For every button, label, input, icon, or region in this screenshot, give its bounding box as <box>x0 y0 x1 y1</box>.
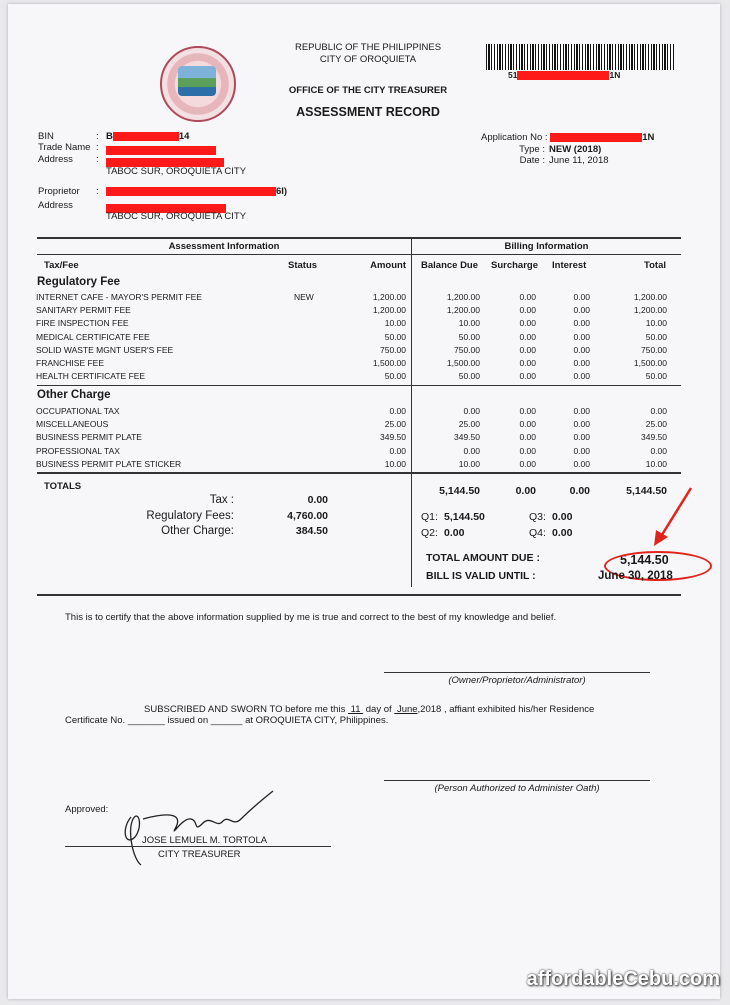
cell-amount: 1,200.00 <box>372 305 406 316</box>
cell-balance: 349.50 <box>454 432 480 443</box>
cell-amount: 25.00 <box>384 419 406 430</box>
q4-label: Q4: <box>529 527 546 539</box>
cell-balance: 1,200.00 <box>446 292 480 302</box>
application-no: Application No : 1N <box>481 132 655 143</box>
sworn-line-1: SUBSCRIBED AND SWORN TO before me this 11 day of June,2018 , affiant exhibited his/her Residence <box>144 704 595 715</box>
type-label: Type : <box>519 144 545 155</box>
cell-name: HEALTH CERTIFICATE FEE <box>36 371 146 382</box>
cell-balance: 1,200.00 <box>446 305 480 316</box>
cell-surcharge: 0.00 <box>519 331 536 342</box>
bin-value: B 14 <box>106 131 190 142</box>
cell-total: 10.00 <box>645 318 667 329</box>
proprietor-address-line: TABOC SUR, OROQUIETA CITY <box>106 211 247 222</box>
office-line: OFFICE OF THE CITY TREASURER <box>288 85 448 96</box>
cell-surcharge: 0.00 <box>519 419 536 430</box>
cell-name: SOLID WASTE MGNT USER'S FEE <box>36 344 174 355</box>
table-row <box>8 371 720 384</box>
cell-balance: 50.00 <box>458 331 480 342</box>
cell-total: 1,500.00 <box>633 358 667 368</box>
cell-amount: 10.00 <box>384 458 406 469</box>
seal-emblem <box>178 66 216 96</box>
cell-balance: 750.00 <box>454 344 480 355</box>
cell-interest: 0.00 <box>573 318 590 329</box>
valid-until-label: BILL IS VALID UNTIL : <box>426 570 536 582</box>
col-total: Total <box>644 260 666 271</box>
cell-interest: 0.00 <box>573 371 590 382</box>
tax-value: 0.00 <box>307 494 328 506</box>
cell-surcharge: 0.00 <box>519 358 536 368</box>
cell-interest: 0.00 <box>573 358 590 368</box>
cell-interest: 0.00 <box>573 331 590 342</box>
type-value: NEW (2018) <box>549 144 602 155</box>
table-row <box>8 432 720 445</box>
date-value: June 11, 2018 <box>549 155 609 166</box>
cell-amount: 0.00 <box>389 445 406 456</box>
cell-name: INTERNET CAFE - MAYOR'S PERMIT FEE <box>36 292 202 302</box>
bin-label: BIN <box>38 131 54 142</box>
cell-total: 1,200.00 <box>633 305 667 316</box>
q3-value: 0.00 <box>552 511 573 523</box>
cell-interest: 0.00 <box>573 445 590 456</box>
cell-name: BUSINESS PERMIT PLATE <box>36 432 142 443</box>
col-interest: Interest <box>552 260 587 271</box>
regulatory-fees-value: 4,760.00 <box>287 510 328 522</box>
cell-name: SANITARY PERMIT FEE <box>36 305 131 316</box>
owner-signature-line <box>384 672 650 673</box>
red-arrow-annotation <box>648 482 698 552</box>
table-row <box>8 305 720 318</box>
sworn-line-2: Certificate No. _______ issued on ______ at OROQUIETA CITY, Philippines. <box>65 715 389 726</box>
valid-until-value: June 30, 2018 <box>598 570 673 582</box>
cell-status: NEW <box>294 292 314 302</box>
q1-value: 5,144.50 <box>444 511 485 523</box>
table-row <box>8 292 720 305</box>
cell-amount: 50.00 <box>384 331 406 342</box>
table-row <box>8 459 720 472</box>
cell-total: 50.00 <box>645 331 667 342</box>
assessment-header: Assessment Information <box>168 241 280 252</box>
cell-surcharge: 0.00 <box>519 445 536 456</box>
cell-name: PROFESSIONAL TAX <box>36 445 120 456</box>
cell-total: 750.00 <box>641 344 667 355</box>
cell-amount: 1,200.00 <box>372 292 406 302</box>
q2-value: 0.00 <box>444 527 465 539</box>
table-row <box>8 446 720 459</box>
table-row <box>8 318 720 331</box>
oath-caption: (Person Authorized to Administer Oath) <box>434 783 600 794</box>
signatory-name: JOSE LEMUEL M. TORTOLA <box>142 835 268 846</box>
cell-balance: 0.00 <box>463 406 480 416</box>
date-label: Date : <box>519 155 545 166</box>
cell-surcharge: 0.00 <box>519 371 536 382</box>
other-charge-title: Other Charge <box>37 389 111 401</box>
cell-balance: 10.00 <box>458 318 480 329</box>
cell-name: BUSINESS PERMIT PLATE STICKER <box>36 458 182 469</box>
other-charge-value: 384.50 <box>295 525 328 537</box>
totals-label: TOTALS <box>44 481 82 492</box>
cell-interest: 0.00 <box>573 305 590 316</box>
col-taxfee: Tax/Fee <box>44 260 79 271</box>
cell-amount: 10.00 <box>384 318 406 329</box>
q3-label: Q3: <box>529 511 546 523</box>
cell-total: 0.00 <box>650 406 667 416</box>
republic-line: REPUBLIC OF THE PHILIPPINES <box>294 42 442 53</box>
oath-signature-line <box>384 780 650 781</box>
amount-due-label: TOTAL AMOUNT DUE : <box>426 552 540 564</box>
table-top-rule <box>37 237 681 239</box>
cell-surcharge: 0.00 <box>519 292 536 302</box>
tax-label: Tax : <box>209 494 234 506</box>
approval-line <box>65 846 331 847</box>
signatory-title: CITY TREASURER <box>158 849 241 860</box>
total-surcharge: 0.00 <box>515 485 536 497</box>
cell-name: FRANCHISE FEE <box>36 358 105 368</box>
barcode <box>486 44 674 70</box>
document-title: ASSESSMENT RECORD <box>296 105 440 119</box>
table-row <box>8 332 720 345</box>
cell-interest: 0.00 <box>573 406 590 416</box>
address-label: Address <box>38 154 73 165</box>
cell-total: 10.00 <box>645 458 667 469</box>
table-row <box>8 345 720 358</box>
city-line: CITY OF OROQUIETA <box>319 54 417 65</box>
cell-name: FIRE INSPECTION FEE <box>36 318 129 329</box>
cell-total: 349.50 <box>641 432 667 443</box>
cell-surcharge: 0.00 <box>519 344 536 355</box>
total-interest: 0.00 <box>569 485 590 497</box>
proprietor-label: Proprietor <box>38 186 80 197</box>
watermark: affordableCebu.com <box>526 968 720 990</box>
amount-due-value: 5,144.50 <box>620 553 669 567</box>
proprietor-address-label: Address <box>38 200 73 211</box>
cell-surcharge: 0.00 <box>519 305 536 316</box>
cell-balance: 50.00 <box>458 371 480 382</box>
barcode-number: 51 1N <box>508 70 621 80</box>
cell-interest: 0.00 <box>573 458 590 469</box>
certification-statement: This is to certify that the above information supplied by me is true and correct to the best of my knowledge and belief. <box>65 612 557 623</box>
cell-surcharge: 0.00 <box>519 458 536 469</box>
table-row <box>8 419 720 432</box>
proprietor-value: 6I) <box>106 186 287 197</box>
cell-amount: 349.50 <box>380 432 406 443</box>
cell-interest: 0.00 <box>573 419 590 430</box>
other-charge-label: Other Charge: <box>161 525 234 537</box>
address-line: TABOC SUR, OROQUIETA CITY <box>106 166 247 177</box>
cell-amount: 50.00 <box>384 371 406 382</box>
cell-balance: 10.00 <box>458 458 480 469</box>
regulatory-fees-label: Regulatory Fees: <box>146 510 234 522</box>
cell-surcharge: 0.00 <box>519 406 536 416</box>
approved-label: Approved: <box>65 804 109 815</box>
cell-name: OCCUPATIONAL TAX <box>36 406 120 416</box>
cell-amount: 0.00 <box>389 406 406 416</box>
cell-interest: 0.00 <box>573 292 590 302</box>
billing-header: Billing Information <box>504 241 589 252</box>
cell-total: 0.00 <box>650 445 667 456</box>
table-row <box>8 358 720 371</box>
cell-balance: 0.00 <box>463 445 480 456</box>
col-surcharge: Surcharge <box>491 260 538 271</box>
cell-amount: 750.00 <box>380 344 406 355</box>
cell-total: 25.00 <box>645 419 667 430</box>
col-balance: Balance Due <box>421 260 479 271</box>
cell-name: MISCELLANEOUS <box>36 419 109 430</box>
cell-balance: 25.00 <box>458 419 480 430</box>
trade-name-label: Trade Name <box>38 142 91 153</box>
owner-caption: (Owner/Proprietor/Administrator) <box>448 675 586 686</box>
q1-label: Q1: <box>421 511 438 523</box>
cell-name: MEDICAL CERTIFICATE FEE <box>36 331 150 342</box>
col-amount: Amount <box>370 260 406 271</box>
col-status: Status <box>288 260 318 271</box>
q4-value: 0.00 <box>552 527 573 539</box>
cell-surcharge: 0.00 <box>519 432 536 443</box>
cell-interest: 0.00 <box>573 344 590 355</box>
assessment-document: REPUBLIC OF THE PHILIPPINES CITY OF OROQUIETA OFFICE OF THE CITY TREASURER ASSESSMENT RECORD 51 1N BIN : B 14 Trade Name : Address : TABOC SUR, OROQUIETA CITY Proprietor : 6I) Address TABOC SUR, OROQUIETA CITY Application No : 1N Type : NEW (2018) Date : June 11, 2018 Assessment Information Billing Information Tax/Fee Status Amount Balance Due Surcharge Interest Total Regulatory Fee INTERNET CAFE - MAYOR'S PERMIT FEE NEW 1,200.00 1,200.00 0.00 0.00 1,200.00 SANITARY PERMIT FEE 1,200.00 1,200.00 0.00 0.00 1,200.00 FIRE INSPECTION FEE 10.00 10.00 0.00 0.00 10.00 MEDICAL CERTIFICATE FEE 50.00 50.00 0.00 0.00 50.00 SOLID WASTE MGNT USER'S FEE 750.00 750.00 0.00 0.00 750.00 FRANCHISE FEE 1,500.00 1,500.00 0.00 0.00 1,500.00 HEALTH CERTIFICATE FEE 50.00 50.00 0.00 0.00 50.00 Other Charge OCCUPATIONAL TAX 0.00 0.00 0.00 0.00 0.00 MISCELLANEOUS 25.00 25.00 0.00 0.00 25.00 BUSINESS PERMIT PLATE 349.50 349.50 0.00 0.00 349.50 PROFESSIONAL TAX 0.00 0.00 0.00 0.00 0.00 BUSINESS PERMIT PLATE STICKER 10.00 10.00 0.00 0.00 10.00 TOTALS Tax : 0.00 Regulatory Fees: 4,760.00 Other Charge: 384.50 5,144.50 0.00 0.00 5,144.50 Q1: 5,144.50 Q2: 0.00 Q3: 0.00 Q4: 0.00 TOTAL AMOUNT DUE : 5,144.50 BILL IS VALID UNTIL : June 30, 2018 This is to certify that the above information supplied by me is true and correct to the best of my knowledge and belief. (Owner/Proprietor/Administrator) SUBSCRIBED AND SWORN TO before me this 11 day of June,2018 , affiant exhibited his/her Residence Certificate No. _______ issued on ______ at OROQUIETA CITY, Philippines. (Person Authorized to Administer Oath) Approved: JOSE LEMUEL M. TORTOLA CITY TREASURER <box>8 4 720 999</box>
cell-surcharge: 0.00 <box>519 318 536 329</box>
cell-total: 1,200.00 <box>633 292 667 302</box>
table-row <box>8 406 720 419</box>
cell-total: 50.00 <box>645 371 667 382</box>
cell-amount: 1,500.00 <box>372 358 406 368</box>
regulatory-title: Regulatory Fee <box>37 276 121 288</box>
total-total: 5,144.50 <box>626 485 667 497</box>
cell-balance: 1,500.00 <box>446 358 480 368</box>
cell-interest: 0.00 <box>573 432 590 443</box>
q2-label: Q2: <box>421 527 438 539</box>
total-balance: 5,144.50 <box>439 485 480 497</box>
city-seal-logo <box>160 46 236 122</box>
